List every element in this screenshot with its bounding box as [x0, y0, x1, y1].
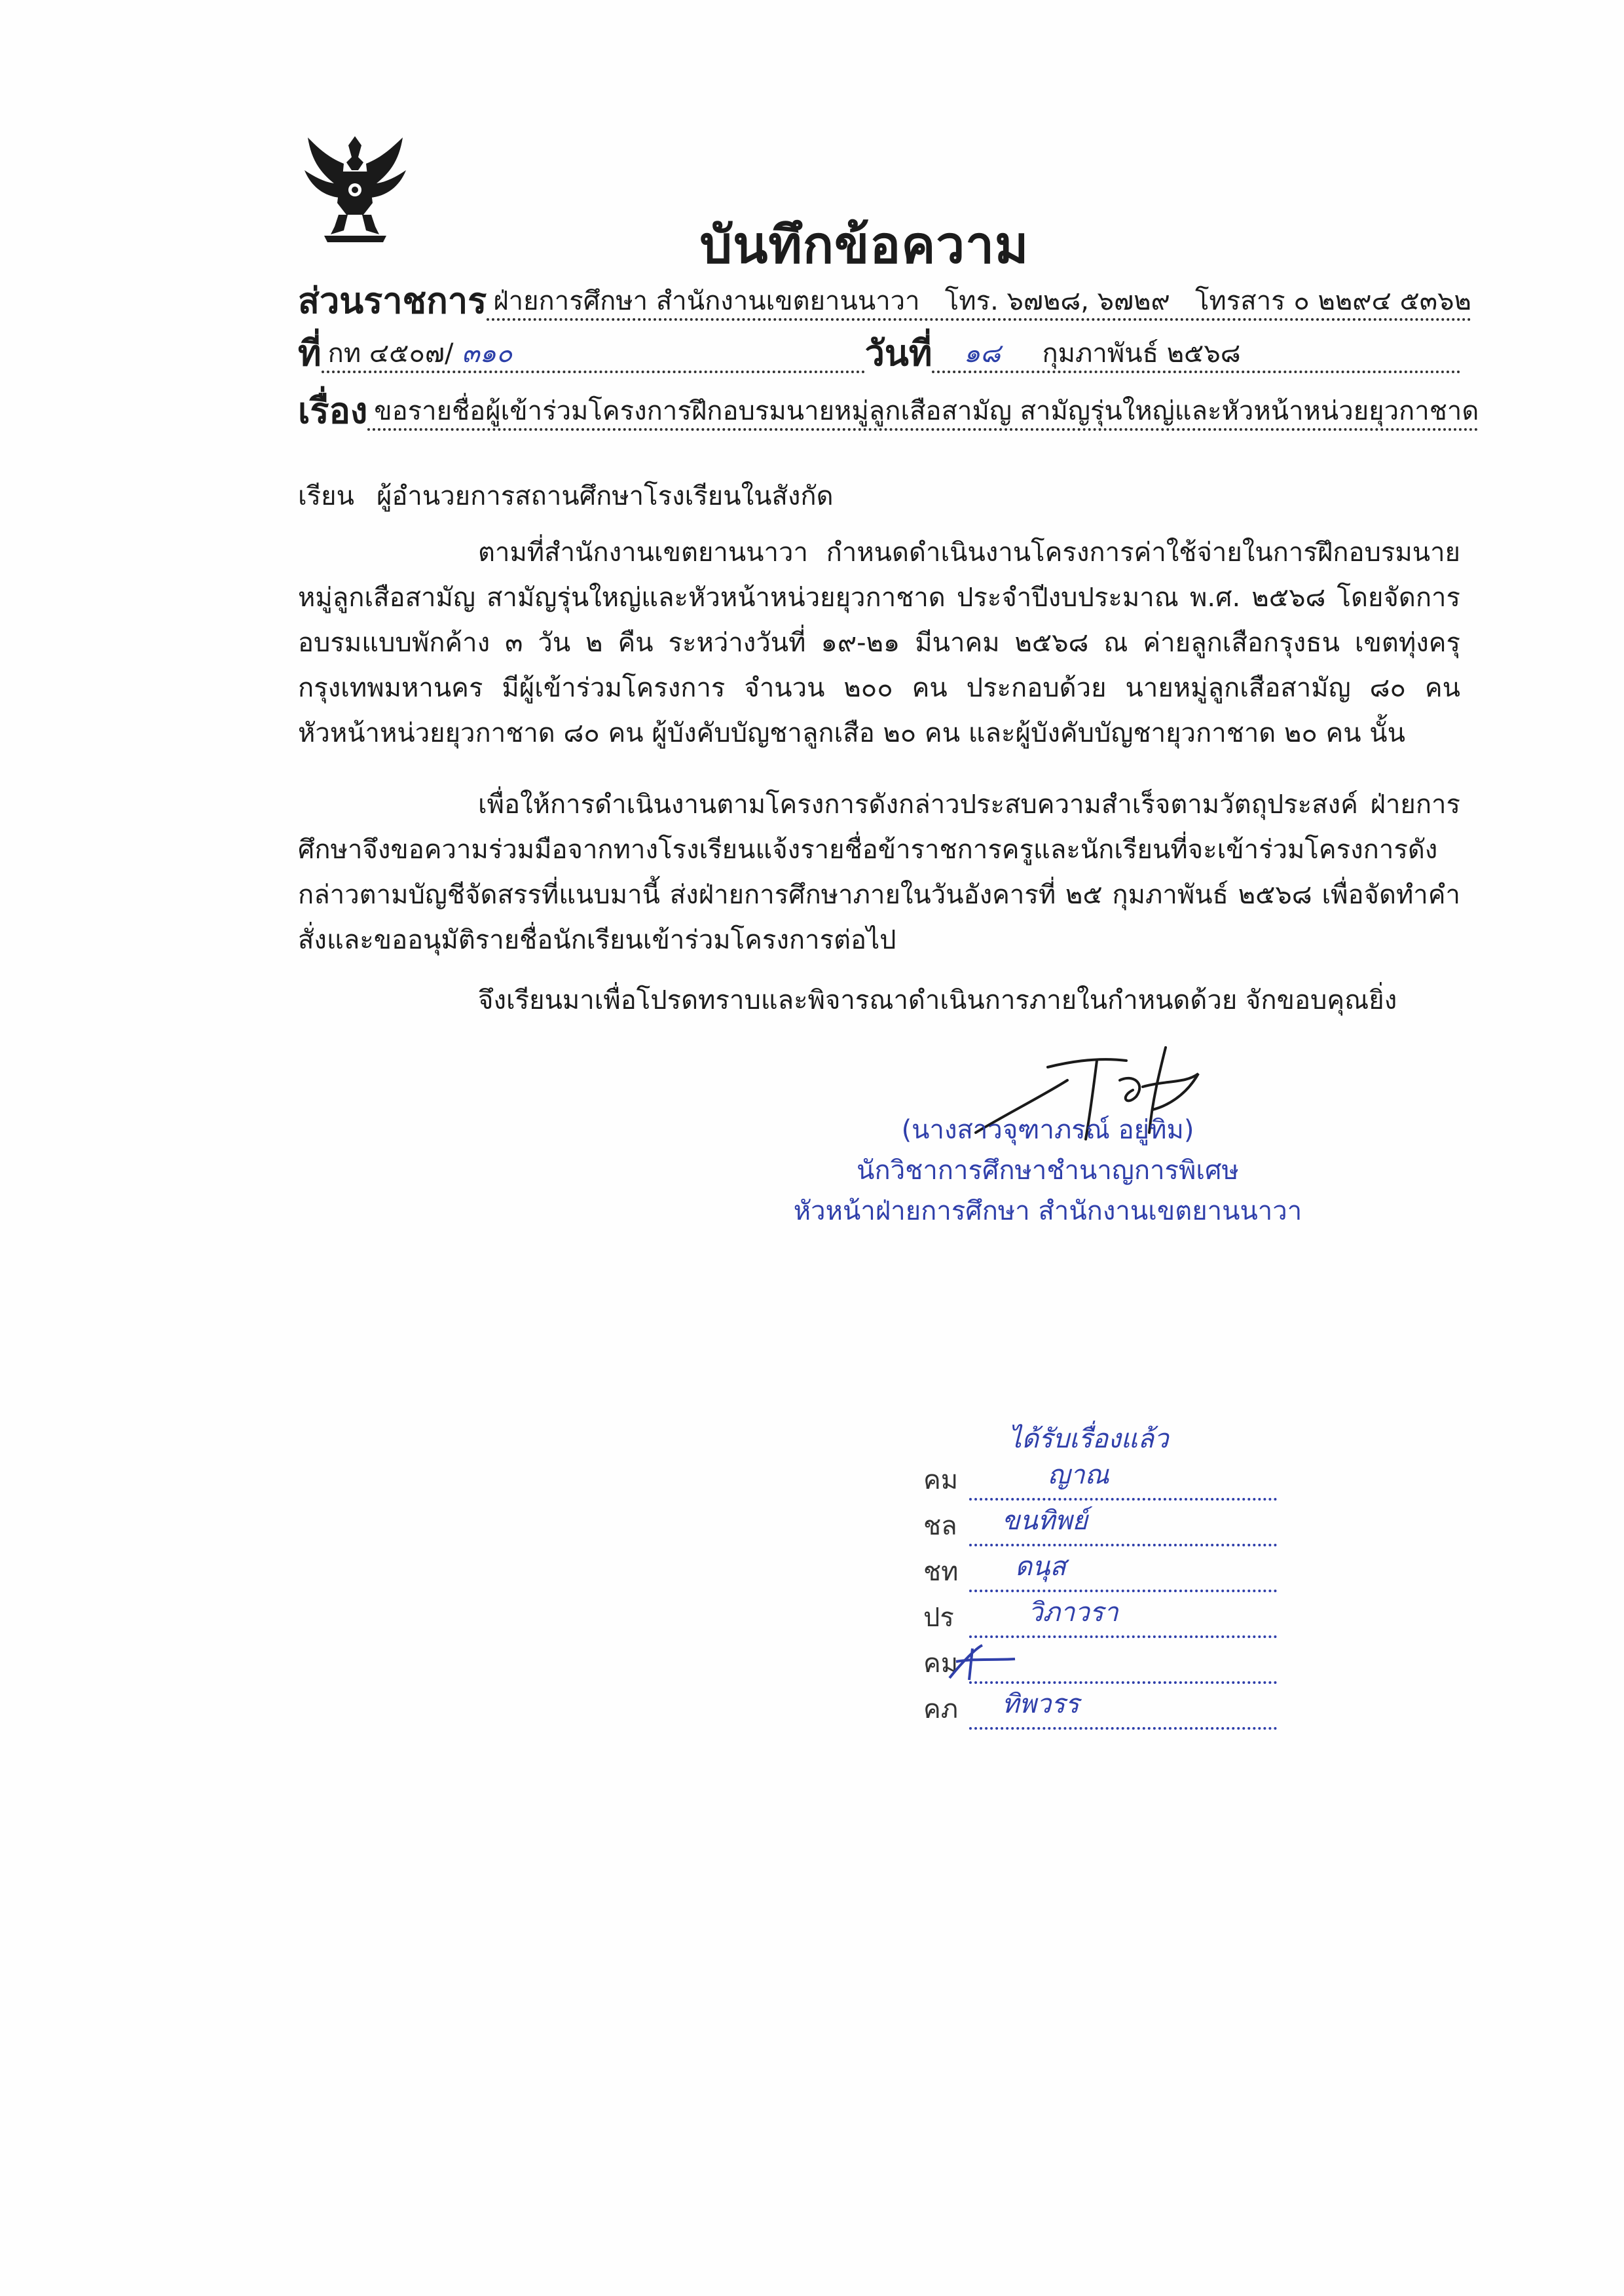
department-row	[298, 280, 1471, 321]
subject-value: ขอรายชื่อผู้เข้าร่วมโครงการฝึกอบรมนายหมู่ลูกเสือสามัญ สามัญรุ่นใหญ่และหัวหน้าหน่วยยุวกาชาด	[367, 394, 1479, 431]
received-row	[923, 1596, 1277, 1638]
department-name: ฝ่ายการศึกษา สำนักงานเขตยานนาวา	[493, 286, 920, 316]
received-row-label: ชล	[923, 1511, 957, 1541]
reference-row	[298, 334, 1460, 373]
received-row	[923, 1504, 1277, 1546]
signer-position-2: หัวหน้าฝ่ายการศึกษา สำนักงานเขตยานนาวา	[793, 1196, 1302, 1226]
signer-block	[688, 1110, 1408, 1231]
date-day: ๑๘	[963, 338, 1001, 369]
received-row-label: คภ	[923, 1694, 959, 1724]
received-title: ได้รับเรื่องแล้ว	[1008, 1424, 1169, 1454]
body-paragraph-1	[298, 530, 1460, 756]
subject-label: เรื่อง	[298, 390, 368, 431]
received-row-signature: ขนทิพย์	[1002, 1506, 1088, 1536]
date-label: วันที่	[864, 333, 932, 374]
received-row-line	[969, 1649, 1277, 1684]
received-row	[923, 1550, 1277, 1592]
received-row	[923, 1459, 1277, 1501]
subject-row	[298, 390, 1479, 431]
received-row-signature: ญาณ	[1048, 1460, 1109, 1490]
paragraph-2-text: เพื่อให้การดำเนินงานตามโครงการดังกล่าวประสบความสำเร็จตามวัตถุประสงค์ ฝ่ายการศึกษาจึงขอความร่วมมือจากทางโรงเรียนแจ้งรายชื่อข้าราชการครูและนักเรียนที่จะเข้าร่วมโครงการดังกล่าวตามบัญชีจัดสรรที่แนบมานี้ ส่งฝ่ายการศึกษาภายในวันอังคารที่ ๒๕ กุมภาพันธ์ ๒๕๖๘ เพื่อจัดทำคำสั่งและขออนุมัติรายชื่อนักเรียนเข้าร่วมโครงการต่อไป	[298, 790, 1460, 955]
received-row-label: ชท	[923, 1557, 959, 1587]
initials-scribble	[943, 1642, 1022, 1681]
signer-name: (นางสาวจุฑาภรณ์ อยู่ทิม)	[901, 1115, 1194, 1145]
reference-label: ที่	[298, 333, 322, 374]
received-row-label: คม	[923, 1649, 959, 1679]
salutation-recipient: ผู้อำนวยการสถานศึกษาโรงเรียนในสังกัด	[376, 481, 834, 511]
received-row-signature: ดนุส	[1015, 1552, 1066, 1582]
reference-prefix: กท ๔๕๐๗/	[327, 338, 454, 369]
date-month-year: กุมภาพันธ์ ๒๕๖๘	[1042, 338, 1241, 369]
date-value	[932, 337, 1460, 373]
received-row	[923, 1642, 1277, 1684]
body-paragraph-2	[298, 782, 1460, 963]
reference-number: ๓๑๐	[462, 338, 513, 369]
department-value	[487, 284, 1471, 321]
closing-text: จึงเรียนมาเพื่อโปรดทราบและพิจารณาดำเนินการภายในกำหนดด้วย จักขอบคุณยิ่ง	[478, 985, 1397, 1015]
salutation-label: เรียน	[298, 481, 354, 511]
department-label: ส่วนราชการ	[298, 280, 487, 321]
reference-value	[322, 337, 865, 373]
received-row-label: คม	[923, 1465, 959, 1495]
received-row	[923, 1688, 1277, 1730]
received-row-signature: ทิพวรร	[1002, 1689, 1080, 1719]
received-row-signature: วิภาวรา	[1028, 1597, 1118, 1628]
received-row-line	[969, 1506, 1277, 1546]
memo-title: บันทึกข้อความ	[699, 216, 1029, 275]
department-phone: โทร. ๖๗๒๘, ๖๗๒๙	[944, 286, 1170, 316]
received-row-line	[969, 1460, 1277, 1501]
received-row-line	[969, 1597, 1277, 1638]
received-row-line	[969, 1689, 1277, 1730]
paragraph-1-text: ตามที่สำนักงานเขตยานนาวา กำหนดดำเนินงานโครงการค่าใช้จ่ายในการฝึกอบรมนายหมู่ลูกเสือสามัญ สามัญรุ่นใหญ่และหัวหน้าหน่วยยุวกาชาด ประจำปีงบประมาณ พ.ศ. ๒๕๖๘ โดยจัดการอบรมแบบพักค้าง ๓ วัน ๒ คืน ระหว่างวันที่ ๑๙-๒๑ มีนาคม ๒๕๖๘ ณ ค่ายลูกเสือกรุงธน เขตทุ่งครุ กรุงเทพมหานคร มีผู้เข้าร่วมโครงการ จำนวน ๒๐๐ คน ประกอบด้วย นายหมู่ลูกเสือสามัญ ๘๐ คน หัวหน้าหน่วยยุวกาชาด ๘๐ คน ผู้บังคับบัญชาลูกเสือ ๒๐ คน และผู้บังคับบัญชายุวกาชาด ๒๐ คน นั้น	[298, 538, 1460, 748]
signer-position-1: นักวิชาการศึกษาชำนาญการพิเศษ	[857, 1156, 1239, 1186]
salutation-row	[298, 475, 834, 517]
department-fax: โทรสาร ๐ ๒๒๙๔ ๕๓๖๒	[1194, 286, 1471, 316]
received-row-line	[969, 1552, 1277, 1592]
received-row-label: ปร	[923, 1603, 954, 1633]
